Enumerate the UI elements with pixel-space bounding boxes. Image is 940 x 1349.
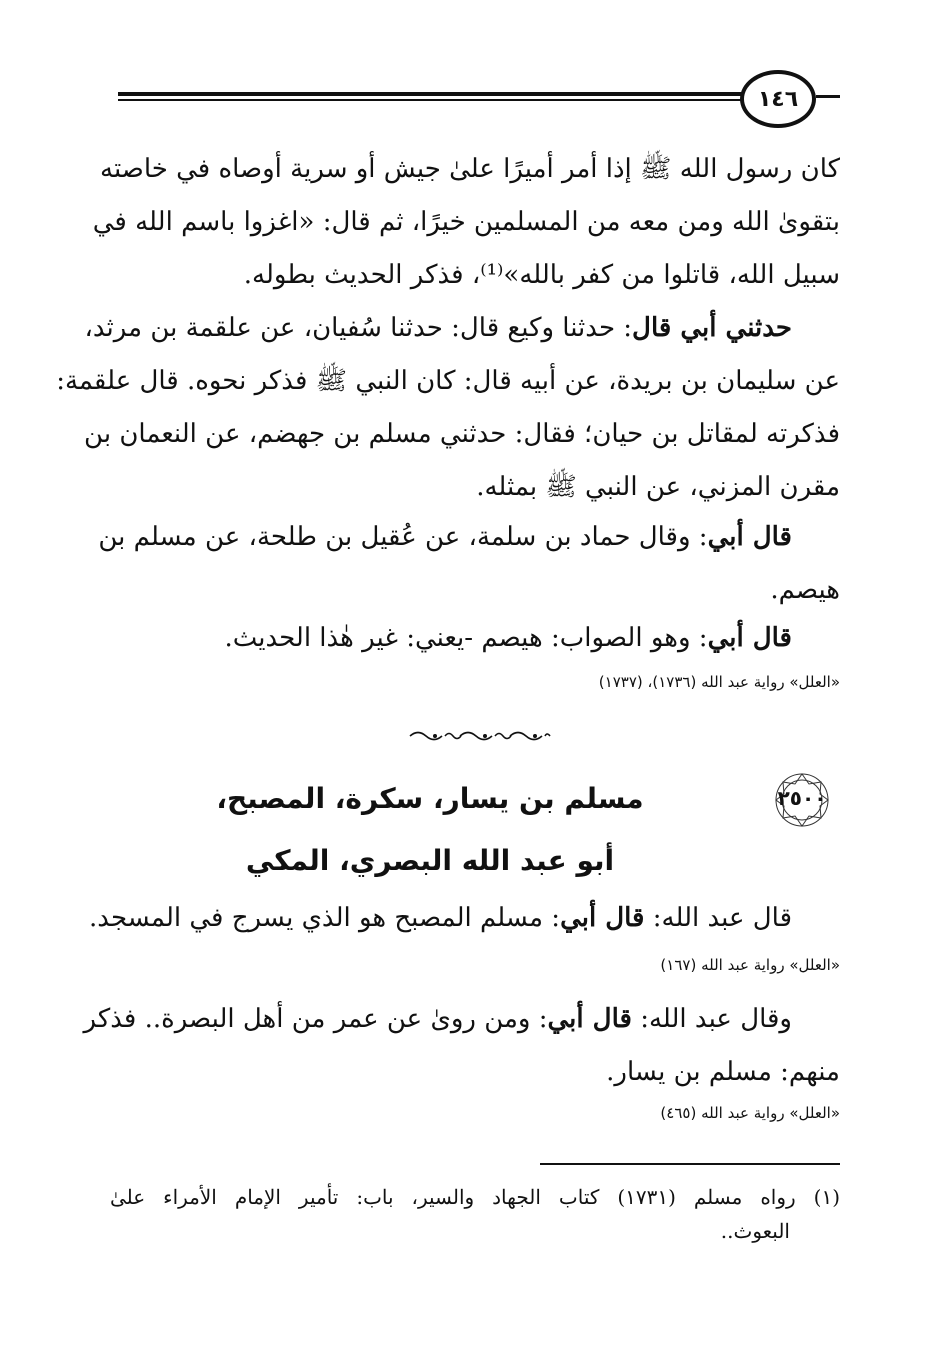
text-line: عن سليمان بن بريدة، عن أبيه قال: كان النبي ﷺ فذكر نحوه. قال علقمة: bbox=[56, 366, 840, 396]
entry-number: ٢٥٠٠ bbox=[777, 786, 827, 810]
narrator-label: حدثني أبي قال bbox=[632, 313, 792, 343]
text-line bbox=[89, 892, 840, 945]
narrator-label: قال أبي bbox=[560, 903, 645, 933]
narrator-label: قال أبي bbox=[547, 1004, 632, 1034]
text-run: قال عبد الله: bbox=[644, 903, 792, 933]
text-line bbox=[84, 302, 840, 355]
text-run: : وقال حماد بن سلمة، عن عُقيل بن طلحة، عن مسلم بن bbox=[98, 522, 708, 552]
text-line: كان رسول الله ﷺ إذا أمر أميرًا علىٰ جيش أو سرية أوصاه في خاصته bbox=[100, 154, 840, 184]
narrator-label: قال أبي bbox=[707, 623, 792, 653]
header-rule-thick bbox=[118, 92, 743, 96]
footnote-line: البعوث.. bbox=[720, 1219, 790, 1243]
text-line: سبيل الله، قاتلوا من كفر بالله»⁽¹⁾، فذكر الحديث بطوله. bbox=[243, 260, 840, 290]
narrator-label: قال أبي bbox=[707, 522, 792, 552]
page-number: ١٤٦ bbox=[757, 86, 799, 112]
header-rule-thin bbox=[118, 99, 743, 101]
page-number-badge bbox=[740, 70, 816, 128]
text-line: هيصم. bbox=[770, 575, 840, 605]
header-rule-tail bbox=[816, 95, 840, 98]
text-run: : حدثنا وكيع قال: حدثنا سُفيان، عن علقمة بن مرثد، bbox=[84, 313, 633, 343]
text-line bbox=[83, 993, 840, 1046]
text-run: : وهو الصواب: هيصم -يعني: غير هٰذا الحديث. bbox=[224, 623, 708, 653]
footnote-line: (١) رواه مسلم (١٧٣١) كتاب الجهاد والسير، باب: تأمير الإمام الأمراء علىٰ bbox=[110, 1185, 840, 1209]
hadith-paragraph-5 bbox=[89, 892, 840, 945]
text-line: منهم: مسلم بن يسار. bbox=[606, 1057, 840, 1087]
text-line: فذكرته لمقاتل بن حيان؛ فقال: حدثني مسلم بن جهضم، عن النعمان بن bbox=[84, 419, 840, 449]
entry-subtitle: أبو عبد الله البصري، المكي bbox=[245, 844, 615, 877]
text-run: وقال عبد الله: bbox=[631, 1004, 792, 1034]
text-line: مقرن المزني، عن النبي ﷺ بمثله. bbox=[476, 472, 840, 502]
entry-title: مسلم بن يسار، سكرة، المصبح، bbox=[216, 782, 644, 815]
hadith-paragraph-4 bbox=[118, 612, 840, 665]
hadith-paragraph-2 bbox=[56, 302, 840, 514]
ornament-divider bbox=[405, 727, 555, 745]
text-run: : ومن روىٰ عن عمر من أهل البصرة.. فذكر bbox=[83, 1004, 548, 1034]
hadith-paragraph-6 bbox=[83, 993, 840, 1099]
hadith-paragraph-1 bbox=[92, 143, 840, 302]
text-line: بتقوىٰ الله ومن معه من المسلمين خيرًا، ثم قال: «اغزوا باسم الله في bbox=[92, 207, 840, 237]
text-line bbox=[118, 612, 840, 665]
text-run: : مسلم المصبح هو الذي يسرج في المسجد. bbox=[89, 903, 561, 933]
source-citation: «العلل» رواية عبد الله (٤٦٥) bbox=[660, 1104, 840, 1122]
hadith-paragraph-3 bbox=[98, 511, 840, 617]
text-line bbox=[98, 511, 840, 564]
source-citation: «العلل» رواية عبد الله (١٧٣٦)، (١٧٣٧) bbox=[598, 673, 840, 691]
footnote bbox=[110, 1180, 840, 1248]
source-citation: «العلل» رواية عبد الله (١٦٧) bbox=[660, 956, 840, 974]
footnote-separator bbox=[540, 1163, 840, 1165]
